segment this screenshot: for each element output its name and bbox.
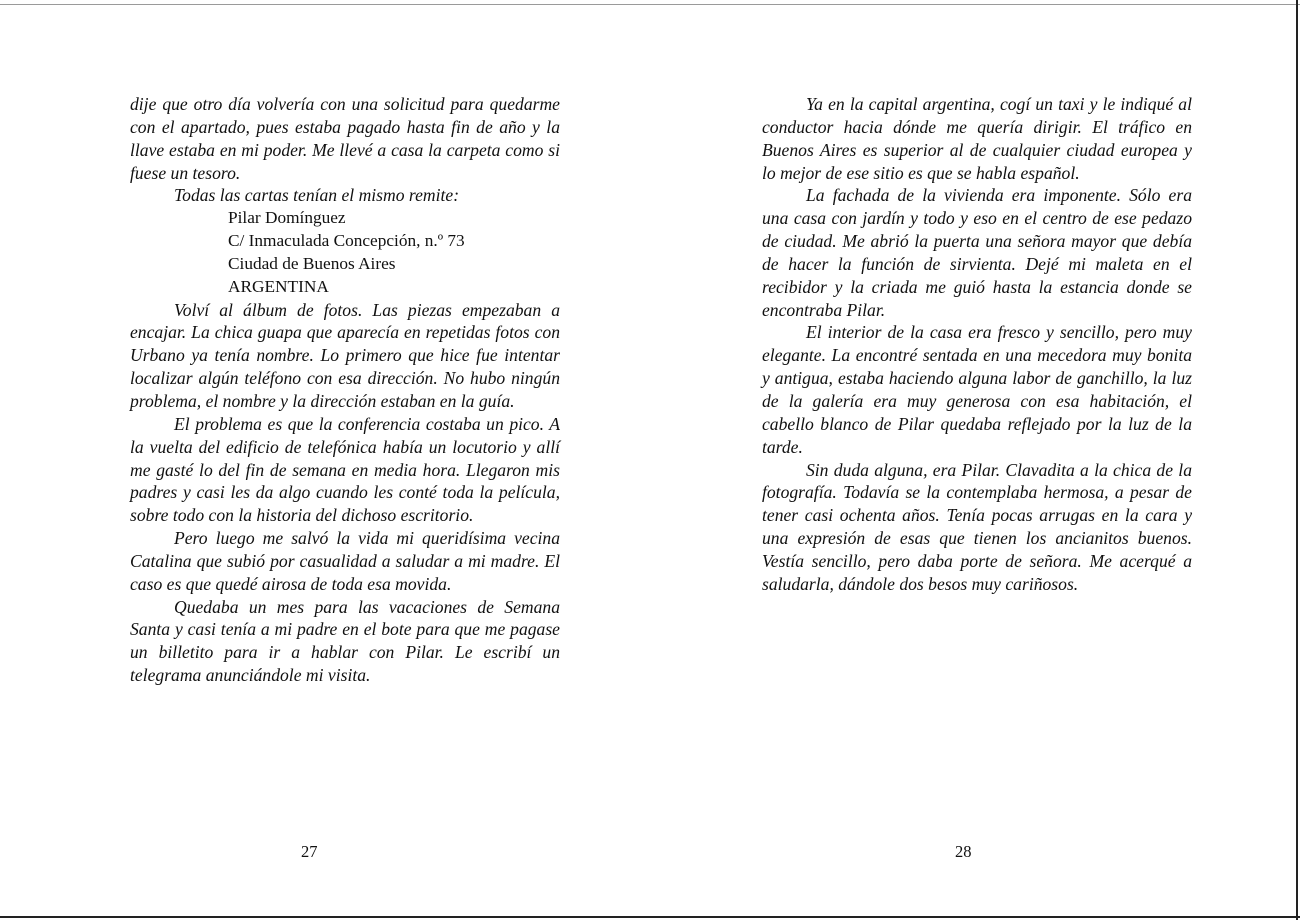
address-line: ARGENTINA	[228, 276, 329, 296]
address-line: Ciudad de Buenos Aires	[228, 253, 396, 273]
paragraph: Pero luego me salvó la vida mi queridísima vecina Catalina que subió por casualidad a saludar a mi madre. El caso es que quedé airosa de toda esa movida.	[130, 528, 560, 594]
paragraph: Sin duda alguna, era Pilar. Clavadita a la chica de la fotografía. Todavía se la contemplaba hermosa, a pesar de tener casi ochenta años. Tenía pocas arrugas en la cara y una expresión de esas que tienen los ancianitos buenos. Vestía sencillo, pero daba porte de señora. Me acerqué a saludarla, dándole dos besos muy cariñosos.	[762, 459, 1192, 594]
right-page	[762, 93, 1192, 596]
paragraph: Todas las cartas tenían el mismo remite:	[174, 185, 460, 206]
scan-bottom-edge	[0, 916, 1300, 918]
paragraph: El problema es que la conferencia costaba un pico. A la vuelta del edificio de telefónica había un locutorio y allí me gasté lo del fin de semana en media hora. Llegaron mis padres y casi les da algo cuando les conté toda la película, sobre todo con la historia del dichoso escritorio.	[130, 413, 560, 526]
scan-top-edge	[0, 4, 1300, 5]
paragraph: Quedaba un mes para las vacaciones de Semana Santa y casi tenía a mi padre en el bote para que me pagase un billetito para ir a hablar con Pilar. Le escribí un telegrama anunciándole mi visita.	[130, 596, 560, 686]
page-number-right: 28	[955, 842, 972, 861]
address-block	[130, 207, 560, 298]
paragraph: Ya en la capital argentina, cogí un taxi y le indiqué al conductor hacia dónde me quería dirigir. El tráfico en Buenos Aires es superior al de cualquier ciudad europea y lo mejor de ese sitio es que se habla español.	[762, 94, 1192, 183]
page-number-left: 27	[301, 842, 318, 861]
left-page	[130, 93, 560, 687]
address-line: Pilar Domínguez	[228, 208, 346, 228]
paragraph: El interior de la casa era fresco y sencillo, pero muy elegante. La encontré sentada en una mecedora muy bonita y antigua, estaba haciendo alguna labor de ganchillo, la luz de la galería era muy generosa con esa habitación, el cabello blanco de Pilar quedaba reflejado por la luz de la tarde.	[762, 322, 1192, 457]
paragraph: La fachada de la vivienda era imponente. Sólo era una casa con jardín y todo y eso en el centro de ese pedazo de ciudad. Me abrió la puerta una señora mayor que debía de hacer la función de sirvienta. Dejé mi maleta en el recibidor y la criada me guió hasta la estancia donde se encontraba Pilar.	[762, 185, 1192, 320]
address-line: C/ Inmaculada Concepción, n.º 73	[228, 231, 465, 251]
paragraph: dije que otro día volvería con una solicitud para quedarme con el apartado, pues estaba pagado hasta fin de año y la llave estaba en mi poder. Me llevé a casa la carpeta como si fuese un tesoro.	[130, 94, 560, 183]
scan-right-edge	[1296, 0, 1298, 920]
paragraph: Volví al álbum de fotos. Las piezas empezaban a encajar. La chica guapa que aparecía en repetidas fotos con Urbano ya tenía nombre. Lo primero que hice fue intentar localizar algún teléfono con esa dirección. No hubo ningún problema, el nombre y la dirección estaban en la guía.	[130, 299, 560, 411]
